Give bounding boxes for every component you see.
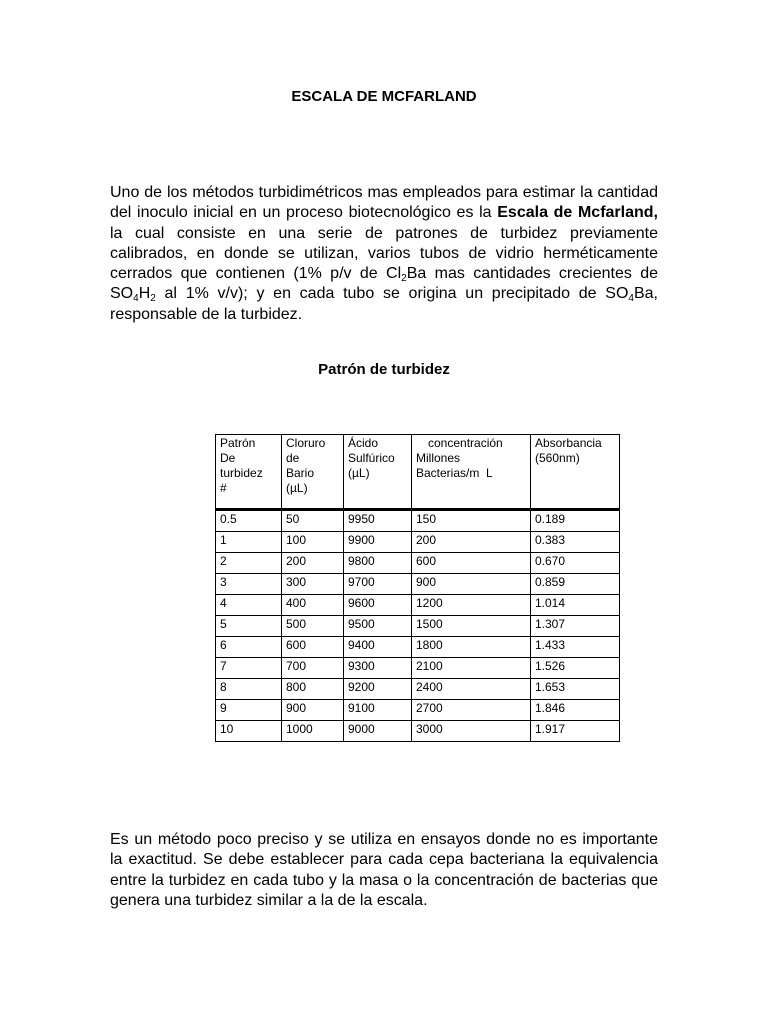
header-line: Sulfúrico <box>348 451 395 465</box>
table-cell: 2 <box>216 553 282 574</box>
table-cell: 400 <box>282 595 344 616</box>
table-cell: 50 <box>282 510 344 532</box>
table-cell: 900 <box>282 700 344 721</box>
header-cell-acido <box>344 435 412 510</box>
subscript: 4 <box>133 293 139 305</box>
table-cell: 9100 <box>344 700 412 721</box>
table-cell: 800 <box>282 679 344 700</box>
table-cell: 0.670 <box>531 553 620 574</box>
header-line: Bario <box>286 466 315 480</box>
header-line: # <box>220 481 227 495</box>
table-row <box>216 532 620 553</box>
table-title: Patrón de turbidez <box>318 361 450 378</box>
table-row <box>216 658 620 679</box>
table-cell: 9000 <box>344 721 412 742</box>
table-cell: 0.189 <box>531 510 620 532</box>
table-cell: 2100 <box>412 658 531 679</box>
intro-text-2: la cual consiste en una serie de patrones de turbidez previamente calibrados, en donde se utilizan, varios tubos de vidrio herméticamente cerrados que contienen (1% p/v de Cl <box>110 224 658 283</box>
table-cell: 1.307 <box>531 616 620 637</box>
table-cell: 9300 <box>344 658 412 679</box>
header-cell-concentracion <box>412 435 531 510</box>
header-line: Cloruro <box>286 436 326 450</box>
header-line: (µL) <box>348 466 370 480</box>
table-cell: 2400 <box>412 679 531 700</box>
table-cell: 9200 <box>344 679 412 700</box>
intro-text-5: al 1% v/v); y en cada tubo se origina un precipitado de SO <box>155 285 629 303</box>
table-cell: 9800 <box>344 553 412 574</box>
subscript: 2 <box>401 273 407 285</box>
header-line: Millones <box>416 451 461 465</box>
intro-text-3: Ba mas cantidades crecientes de SO <box>110 265 659 303</box>
table-row <box>216 616 620 637</box>
table-cell: 300 <box>282 574 344 595</box>
table-cell: 2700 <box>412 700 531 721</box>
header-row <box>216 435 620 510</box>
table-cell: 1200 <box>412 595 531 616</box>
header-line: de <box>286 451 300 465</box>
table-cell: 1.846 <box>531 700 620 721</box>
table-row <box>216 574 620 595</box>
header-line: concentración <box>428 436 503 450</box>
table-cell: 100 <box>282 532 344 553</box>
intro-paragraph <box>110 183 658 325</box>
header-cell-patron <box>216 435 282 510</box>
table-cell: 1.526 <box>531 658 620 679</box>
table-cell: 900 <box>412 574 531 595</box>
header-line: (560nm) <box>535 451 580 465</box>
table-row <box>216 721 620 742</box>
table-cell: 1000 <box>282 721 344 742</box>
table-cell: 9600 <box>344 595 412 616</box>
table-cell: 700 <box>282 658 344 679</box>
turbidity-table <box>215 434 620 742</box>
table-cell: 0.383 <box>531 532 620 553</box>
table-cell: 150 <box>412 510 531 532</box>
closing-paragraph: Es un método poco preciso y se utiliza en ensayos donde no es importante la exactitud. Se debe establecer para cada cepa bacteriana la equivalencia entre la turbidez en cada tubo y la masa o la concentración de bacterias que genera una turbidez similar a la de la escala. <box>110 831 658 909</box>
table-cell: 200 <box>282 553 344 574</box>
table-cell: 9900 <box>344 532 412 553</box>
intro-bold-term: Escala de Mcfarland, <box>497 204 658 222</box>
table-cell: 4 <box>216 595 282 616</box>
header-line: (µL) <box>286 481 308 495</box>
table-row <box>216 553 620 574</box>
table-cell: 9 <box>216 700 282 721</box>
document-title: ESCALA DE MCFARLAND <box>291 88 477 105</box>
table-cell: 500 <box>282 616 344 637</box>
header-line: De <box>220 451 236 465</box>
table-cell: 1.653 <box>531 679 620 700</box>
header-line: Bacterias/m L <box>416 466 493 480</box>
table-header <box>216 435 620 510</box>
table-row <box>216 679 620 700</box>
table-cell: 9500 <box>344 616 412 637</box>
header-cell-absorbancia <box>531 435 620 510</box>
table-cell: 3000 <box>412 721 531 742</box>
table-cell: 1500 <box>412 616 531 637</box>
header-line: Absorbancia <box>535 436 602 450</box>
header-cell-cloruro <box>282 435 344 510</box>
table-cell: 1.917 <box>531 721 620 742</box>
table-cell: 5 <box>216 616 282 637</box>
table-row <box>216 510 620 532</box>
subscript: 4 <box>628 293 634 305</box>
table-row <box>216 637 620 658</box>
table-cell: 0.5 <box>216 510 282 532</box>
intro-text-6: Ba, responsable de la turbidez. <box>110 285 658 323</box>
header-line: Ácido <box>348 436 379 450</box>
table-cell: 1.433 <box>531 637 620 658</box>
table-cell: 1 <box>216 532 282 553</box>
table-cell: 3 <box>216 574 282 595</box>
table-cell: 0.859 <box>531 574 620 595</box>
header-line: Patrón <box>220 436 256 450</box>
table-cell: 9400 <box>344 637 412 658</box>
table-row <box>216 700 620 721</box>
table-cell: 9700 <box>344 574 412 595</box>
intro-text-1: Uno de los métodos turbidimétricos mas empleados para estimar la cantidad del inoculo inicial en un proceso biotecnológico es la <box>110 184 658 222</box>
table-cell: 8 <box>216 679 282 700</box>
table-cell: 600 <box>282 637 344 658</box>
table-cell: 6 <box>216 637 282 658</box>
table-cell: 9950 <box>344 510 412 532</box>
header-line: turbidez <box>220 466 263 480</box>
intro-text-4: H <box>138 285 151 303</box>
table-body <box>216 510 620 742</box>
subscript: 2 <box>150 293 156 305</box>
table-cell: 7 <box>216 658 282 679</box>
table-cell: 600 <box>412 553 531 574</box>
table-cell: 1800 <box>412 637 531 658</box>
table-row <box>216 595 620 616</box>
table-cell: 1.014 <box>531 595 620 616</box>
table-cell: 200 <box>412 532 531 553</box>
table-cell: 10 <box>216 721 282 742</box>
